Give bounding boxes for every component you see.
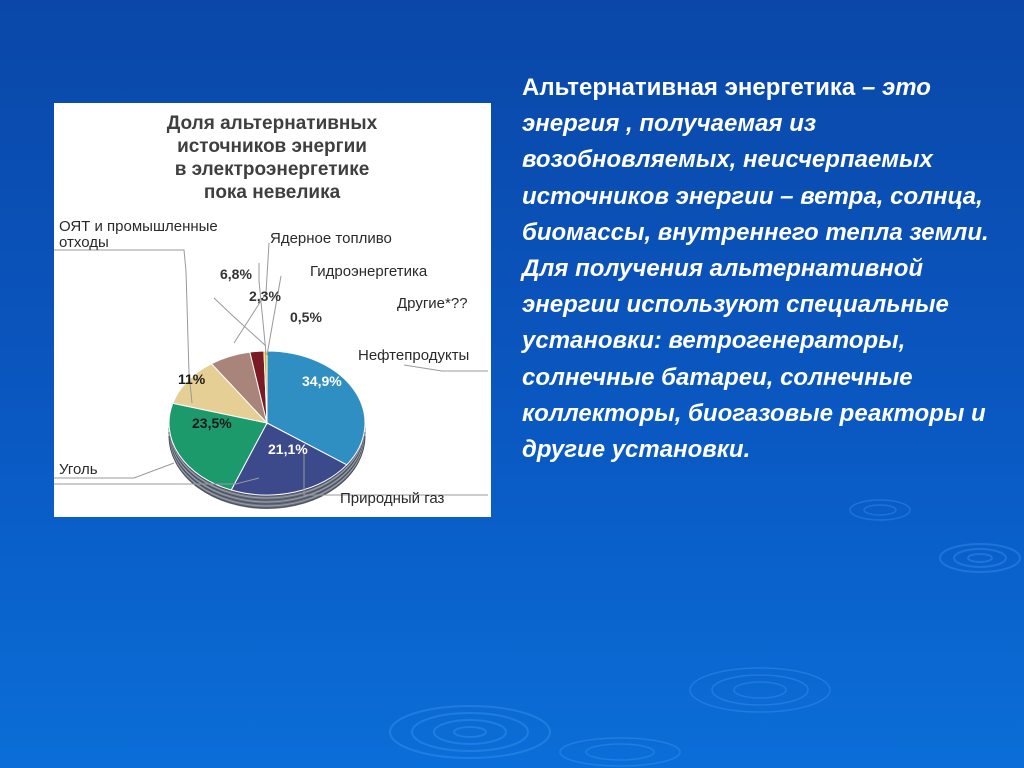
legend-label-oyat-line-1: ОЯТ и промышленные xyxy=(59,218,218,235)
description-heading: Альтернативная энергетика xyxy=(522,74,856,101)
pct-label-other: 0,5% xyxy=(290,309,322,325)
pct-label-oyat: 11% xyxy=(178,371,206,387)
legend-label-nuclear: Ядерное топливо xyxy=(270,230,392,247)
legend-label-coal: Уголь xyxy=(59,461,98,478)
legend-label-hydro: Гидроэнергетика xyxy=(310,263,428,280)
description-text xyxy=(522,70,1017,468)
legend-label-other: Другие*?? xyxy=(397,295,468,312)
pie-chart xyxy=(54,103,491,517)
chart-title-line-4: пока невелика xyxy=(203,182,341,203)
pct-label-nuclear: 6,8% xyxy=(220,266,252,282)
legend-label-oyat-line-2: отходы xyxy=(59,234,109,251)
chart-title-line-1: Доля альтернативных xyxy=(166,113,378,134)
pct-label-oil: 34,9% xyxy=(302,373,342,389)
description-body: – это энергия , получаемая из возобновляемых, неисчерпаемых источников энергии – ветра, солнца, биомассы, внутреннего тепла земли. Для получения альтернативной энергии используют специальные установки: ветрогенераторы, солнечные батареи, солнечные коллекторы, биогазовые реакторы и другие установки. xyxy=(522,74,989,464)
pct-label-coal: 23,5% xyxy=(192,415,232,431)
pct-label-hydro: 2,3% xyxy=(249,288,281,304)
legend-label-oil: Нефтепродукты xyxy=(358,347,470,364)
pie-chart-panel xyxy=(54,103,491,517)
legend-label-gas: Природный газ xyxy=(340,490,445,507)
pct-label-gas: 21,1% xyxy=(268,441,308,457)
chart-title-line-3: в электроэнергетике xyxy=(174,159,370,180)
chart-title-line-2: источников энергии xyxy=(177,136,367,157)
